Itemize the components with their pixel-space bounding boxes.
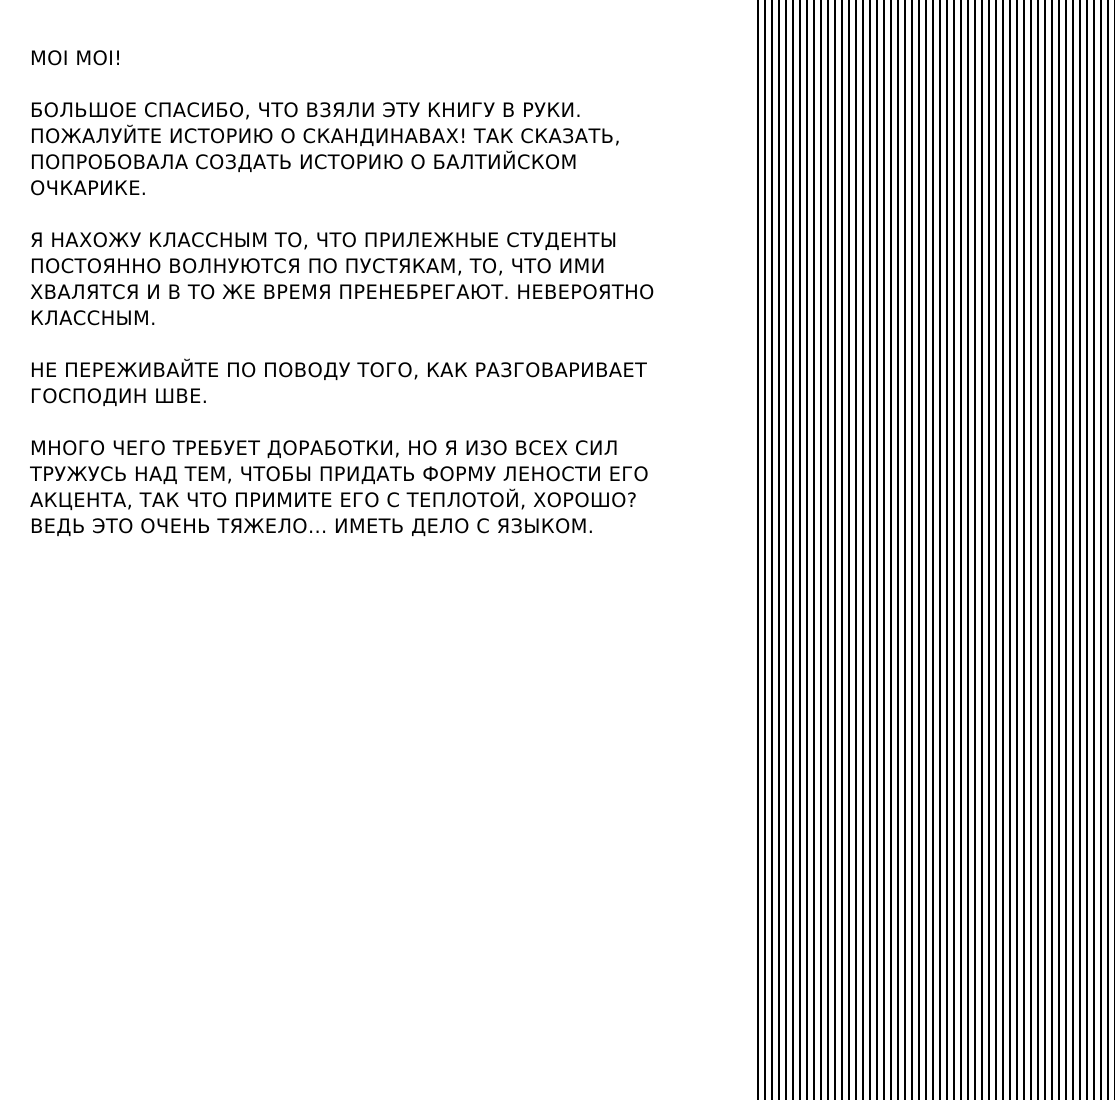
paragraph-thanks: БОЛЬШОЕ СПАСИБО, ЧТО ВЗЯЛИ ЭТУ КНИГУ В РУКИ. ПОЖАЛУЙТЕ ИСТОРИЮ О СКАНДИНАВАХ! ТАК СКАЗАТЬ, ПОПРОБОВАЛА СОЗДАТЬ ИСТОРИЮ О БАЛТИЙСКОМ ОЧКАРИКЕ. bbox=[30, 99, 621, 200]
paragraph-mr-swe: НЕ ПЕРЕЖИВАЙТЕ ПО ПОВОДУ ТОГО, КАК РАЗГОВАРИВАЕТ ГОСПОДИН ШВЕ. bbox=[30, 359, 648, 408]
greeting-line: MOI MOI! bbox=[30, 47, 123, 70]
vertical-stripe-screentone bbox=[757, 0, 1115, 1100]
paragraph-students: Я НАХОЖУ КЛАССНЫМ ТО, ЧТО ПРИЛЕЖНЫЕ СТУДЕНТЫ ПОСТОЯННО ВОЛНУЮТСЯ ПО ПУСТЯКАМ, ТО, ЧТО ИМИ ХВАЛЯТСЯ И В ТО ЖЕ ВРЕМЯ ПРЕНЕБРЕГАЮТ. НЕВЕРОЯТНО КЛАССНЫМ. bbox=[30, 229, 655, 330]
paragraph-accent: МНОГО ЧЕГО ТРЕБУЕТ ДОРАБОТКИ, НО Я ИЗО ВСЕХ СИЛ ТРУЖУСЬ НАД ТЕМ, ЧТОБЫ ПРИДАТЬ ФОРМУ ЛЕНОСТИ ЕГО АКЦЕНТА, ТАК ЧТО ПРИМИТЕ ЕГО С ТЕПЛОТОЙ, ХОРОШО? ВЕДЬ ЭТО ОЧЕНЬ ТЯЖЕЛО... ИМЕТЬ ДЕЛО С ЯЗЫКОМ. bbox=[30, 437, 650, 538]
afterword-text bbox=[30, 46, 750, 566]
